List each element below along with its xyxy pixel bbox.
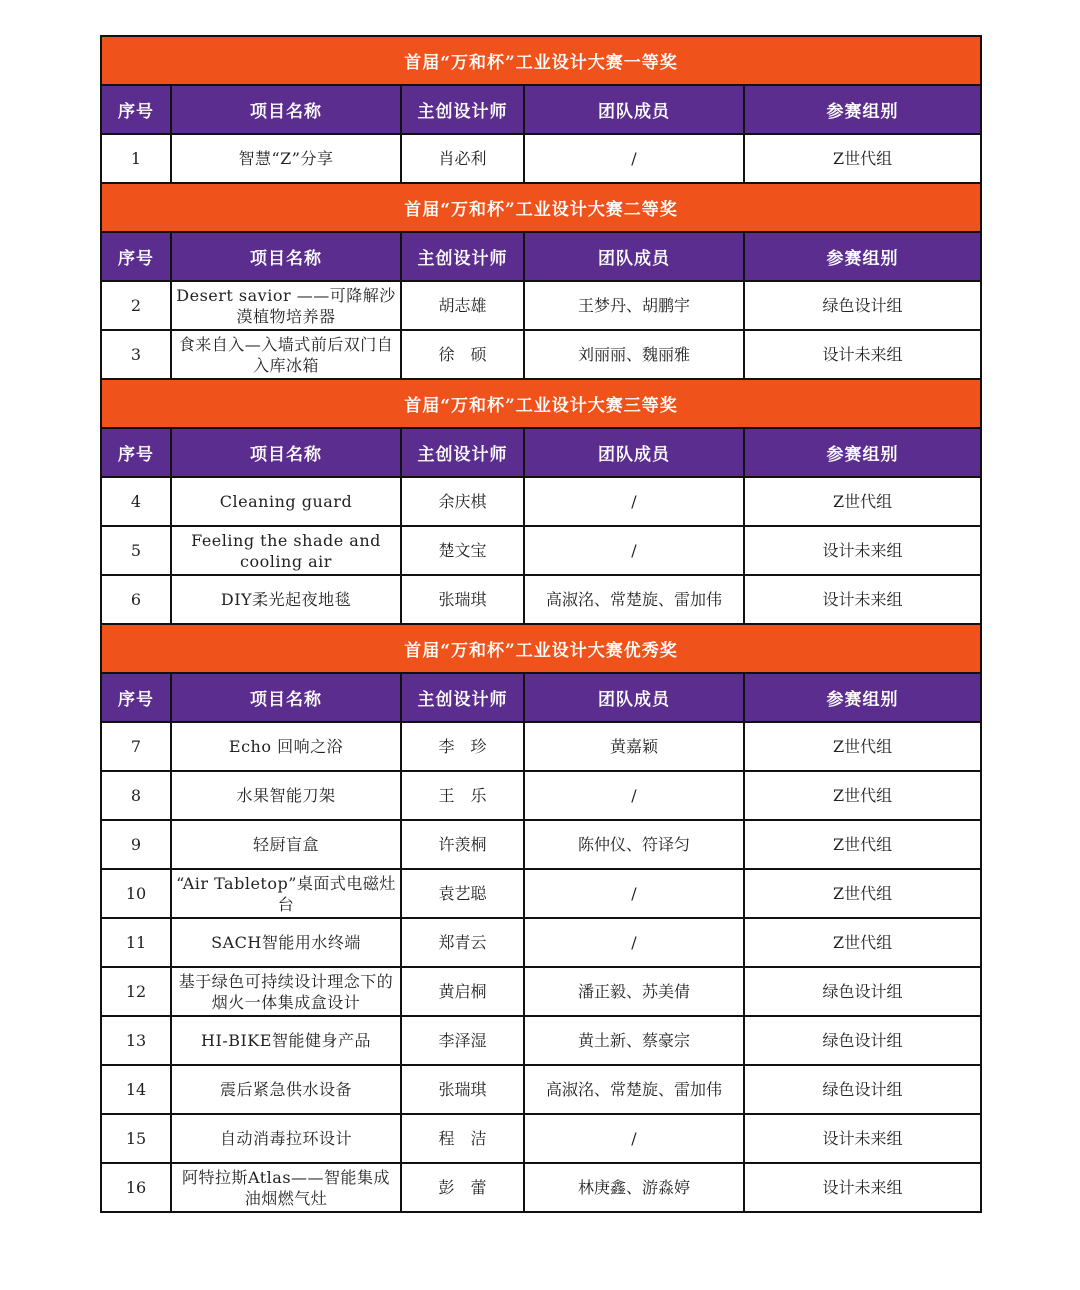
cell-index: 9 [101,820,171,869]
cell-project-name: “Air Tabletop”桌面式电磁灶台 [171,869,401,918]
table-row [101,918,981,967]
cell-team-members: / [524,526,744,575]
cell-index: 15 [101,1114,171,1163]
cell-team-members: / [524,134,744,183]
cell-category: Z世代组 [744,722,981,771]
table-row [101,1114,981,1163]
column-header-category: 参赛组别 [744,673,981,722]
cell-project-name: 轻厨盲盒 [171,820,401,869]
table-row [101,820,981,869]
cell-category: 设计未来组 [744,526,981,575]
table-row [101,330,981,379]
column-header-category: 参赛组别 [744,232,981,281]
cell-project-name: Cleaning guard [171,477,401,526]
cell-index: 11 [101,918,171,967]
cell-category: 设计未来组 [744,330,981,379]
section-title-row [101,379,981,428]
table-row [101,1065,981,1114]
column-header-team-members: 团队成员 [524,673,744,722]
table-row [101,722,981,771]
column-header-category: 参赛组别 [744,428,981,477]
column-header-team-members: 团队成员 [524,232,744,281]
cell-team-members: 刘丽丽、魏丽雅 [524,330,744,379]
cell-category: 绿色设计组 [744,281,981,330]
cell-lead-designer: 余庆棋 [401,477,524,526]
table-row [101,575,981,624]
cell-project-name: Feeling the shade and cooling air [171,526,401,575]
table-row [101,869,981,918]
cell-index: 3 [101,330,171,379]
cell-index: 2 [101,281,171,330]
cell-lead-designer: 胡志雄 [401,281,524,330]
section-title: 首届“万和杯”工业设计大赛一等奖 [101,36,981,85]
cell-project-name: DIY柔光起夜地毯 [171,575,401,624]
cell-lead-designer: 黄启桐 [401,967,524,1016]
cell-project-name: 震后紧急供水设备 [171,1065,401,1114]
cell-lead-designer: 程 洁 [401,1114,524,1163]
cell-category: Z世代组 [744,771,981,820]
cell-index: 4 [101,477,171,526]
cell-team-members: / [524,477,744,526]
table-row [101,1163,981,1212]
column-header-row [101,673,981,722]
cell-team-members: / [524,771,744,820]
cell-index: 6 [101,575,171,624]
cell-category: 绿色设计组 [744,967,981,1016]
cell-index: 14 [101,1065,171,1114]
column-header-row [101,232,981,281]
column-header-lead-designer: 主创设计师 [401,428,524,477]
cell-index: 1 [101,134,171,183]
column-header-project-name: 项目名称 [171,232,401,281]
cell-category: Z世代组 [744,134,981,183]
cell-project-name: 自动消毒拉环设计 [171,1114,401,1163]
table-row [101,477,981,526]
cell-lead-designer: 李 珍 [401,722,524,771]
cell-index: 5 [101,526,171,575]
cell-category: 设计未来组 [744,1114,981,1163]
cell-project-name: SACH智能用水终端 [171,918,401,967]
cell-team-members: 高淑洺、常楚旋、雷加伟 [524,1065,744,1114]
cell-team-members: / [524,869,744,918]
cell-project-name: HI-BIKE智能健身产品 [171,1016,401,1065]
cell-project-name: 基于绿色可持续设计理念下的烟火一体集成盒设计 [171,967,401,1016]
table-row [101,134,981,183]
cell-category: Z世代组 [744,869,981,918]
section-title: 首届“万和杯”工业设计大赛二等奖 [101,183,981,232]
cell-index: 13 [101,1016,171,1065]
column-header-index: 序号 [101,85,171,134]
cell-category: 设计未来组 [744,1163,981,1212]
cell-team-members: / [524,1114,744,1163]
cell-team-members: / [524,918,744,967]
column-header-project-name: 项目名称 [171,428,401,477]
cell-project-name: 水果智能刀架 [171,771,401,820]
cell-team-members: 潘正毅、苏美倩 [524,967,744,1016]
column-header-lead-designer: 主创设计师 [401,232,524,281]
awards-table [100,35,982,1213]
cell-lead-designer: 郑青云 [401,918,524,967]
cell-team-members: 黄嘉颖 [524,722,744,771]
cell-project-name: Echo 回响之浴 [171,722,401,771]
cell-lead-designer: 楚文宝 [401,526,524,575]
cell-lead-designer: 李泽湿 [401,1016,524,1065]
table-row [101,771,981,820]
awards-table-body [101,36,981,1212]
column-header-index: 序号 [101,428,171,477]
table-row [101,1016,981,1065]
cell-category: 绿色设计组 [744,1065,981,1114]
column-header-project-name: 项目名称 [171,85,401,134]
cell-category: Z世代组 [744,918,981,967]
cell-category: Z世代组 [744,820,981,869]
cell-index: 12 [101,967,171,1016]
column-header-lead-designer: 主创设计师 [401,673,524,722]
column-header-row [101,428,981,477]
cell-category: 绿色设计组 [744,1016,981,1065]
cell-lead-designer: 徐 硕 [401,330,524,379]
cell-category: 设计未来组 [744,575,981,624]
cell-lead-designer: 彭 蕾 [401,1163,524,1212]
cell-team-members: 黄土新、蔡豪宗 [524,1016,744,1065]
cell-project-name: 智慧“Z”分享 [171,134,401,183]
cell-team-members: 高淑洺、常楚旋、雷加伟 [524,575,744,624]
column-header-row [101,85,981,134]
column-header-lead-designer: 主创设计师 [401,85,524,134]
table-row [101,281,981,330]
column-header-project-name: 项目名称 [171,673,401,722]
section-title-row [101,624,981,673]
cell-lead-designer: 张瑞琪 [401,575,524,624]
cell-project-name: 阿特拉斯Atlas——智能集成油烟燃气灶 [171,1163,401,1212]
cell-lead-designer: 肖必利 [401,134,524,183]
section-title-row [101,183,981,232]
column-header-team-members: 团队成员 [524,85,744,134]
cell-index: 10 [101,869,171,918]
section-title: 首届“万和杯”工业设计大赛三等奖 [101,379,981,428]
column-header-team-members: 团队成员 [524,428,744,477]
column-header-category: 参赛组别 [744,85,981,134]
cell-project-name: Desert savior ——可降解沙漠植物培养器 [171,281,401,330]
column-header-index: 序号 [101,232,171,281]
table-row [101,526,981,575]
cell-lead-designer: 袁艺聪 [401,869,524,918]
cell-category: Z世代组 [744,477,981,526]
cell-index: 7 [101,722,171,771]
table-row [101,967,981,1016]
cell-index: 8 [101,771,171,820]
section-title: 首届“万和杯”工业设计大赛优秀奖 [101,624,981,673]
column-header-index: 序号 [101,673,171,722]
cell-team-members: 陈仲仪、符译匀 [524,820,744,869]
cell-team-members: 林庚鑫、游淼婷 [524,1163,744,1212]
section-title-row [101,36,981,85]
cell-team-members: 王梦丹、胡鹏宇 [524,281,744,330]
cell-lead-designer: 王 乐 [401,771,524,820]
cell-lead-designer: 许羡桐 [401,820,524,869]
cell-project-name: 食来自入—入墙式前后双门自入库冰箱 [171,330,401,379]
cell-index: 16 [101,1163,171,1212]
cell-lead-designer: 张瑞琪 [401,1065,524,1114]
